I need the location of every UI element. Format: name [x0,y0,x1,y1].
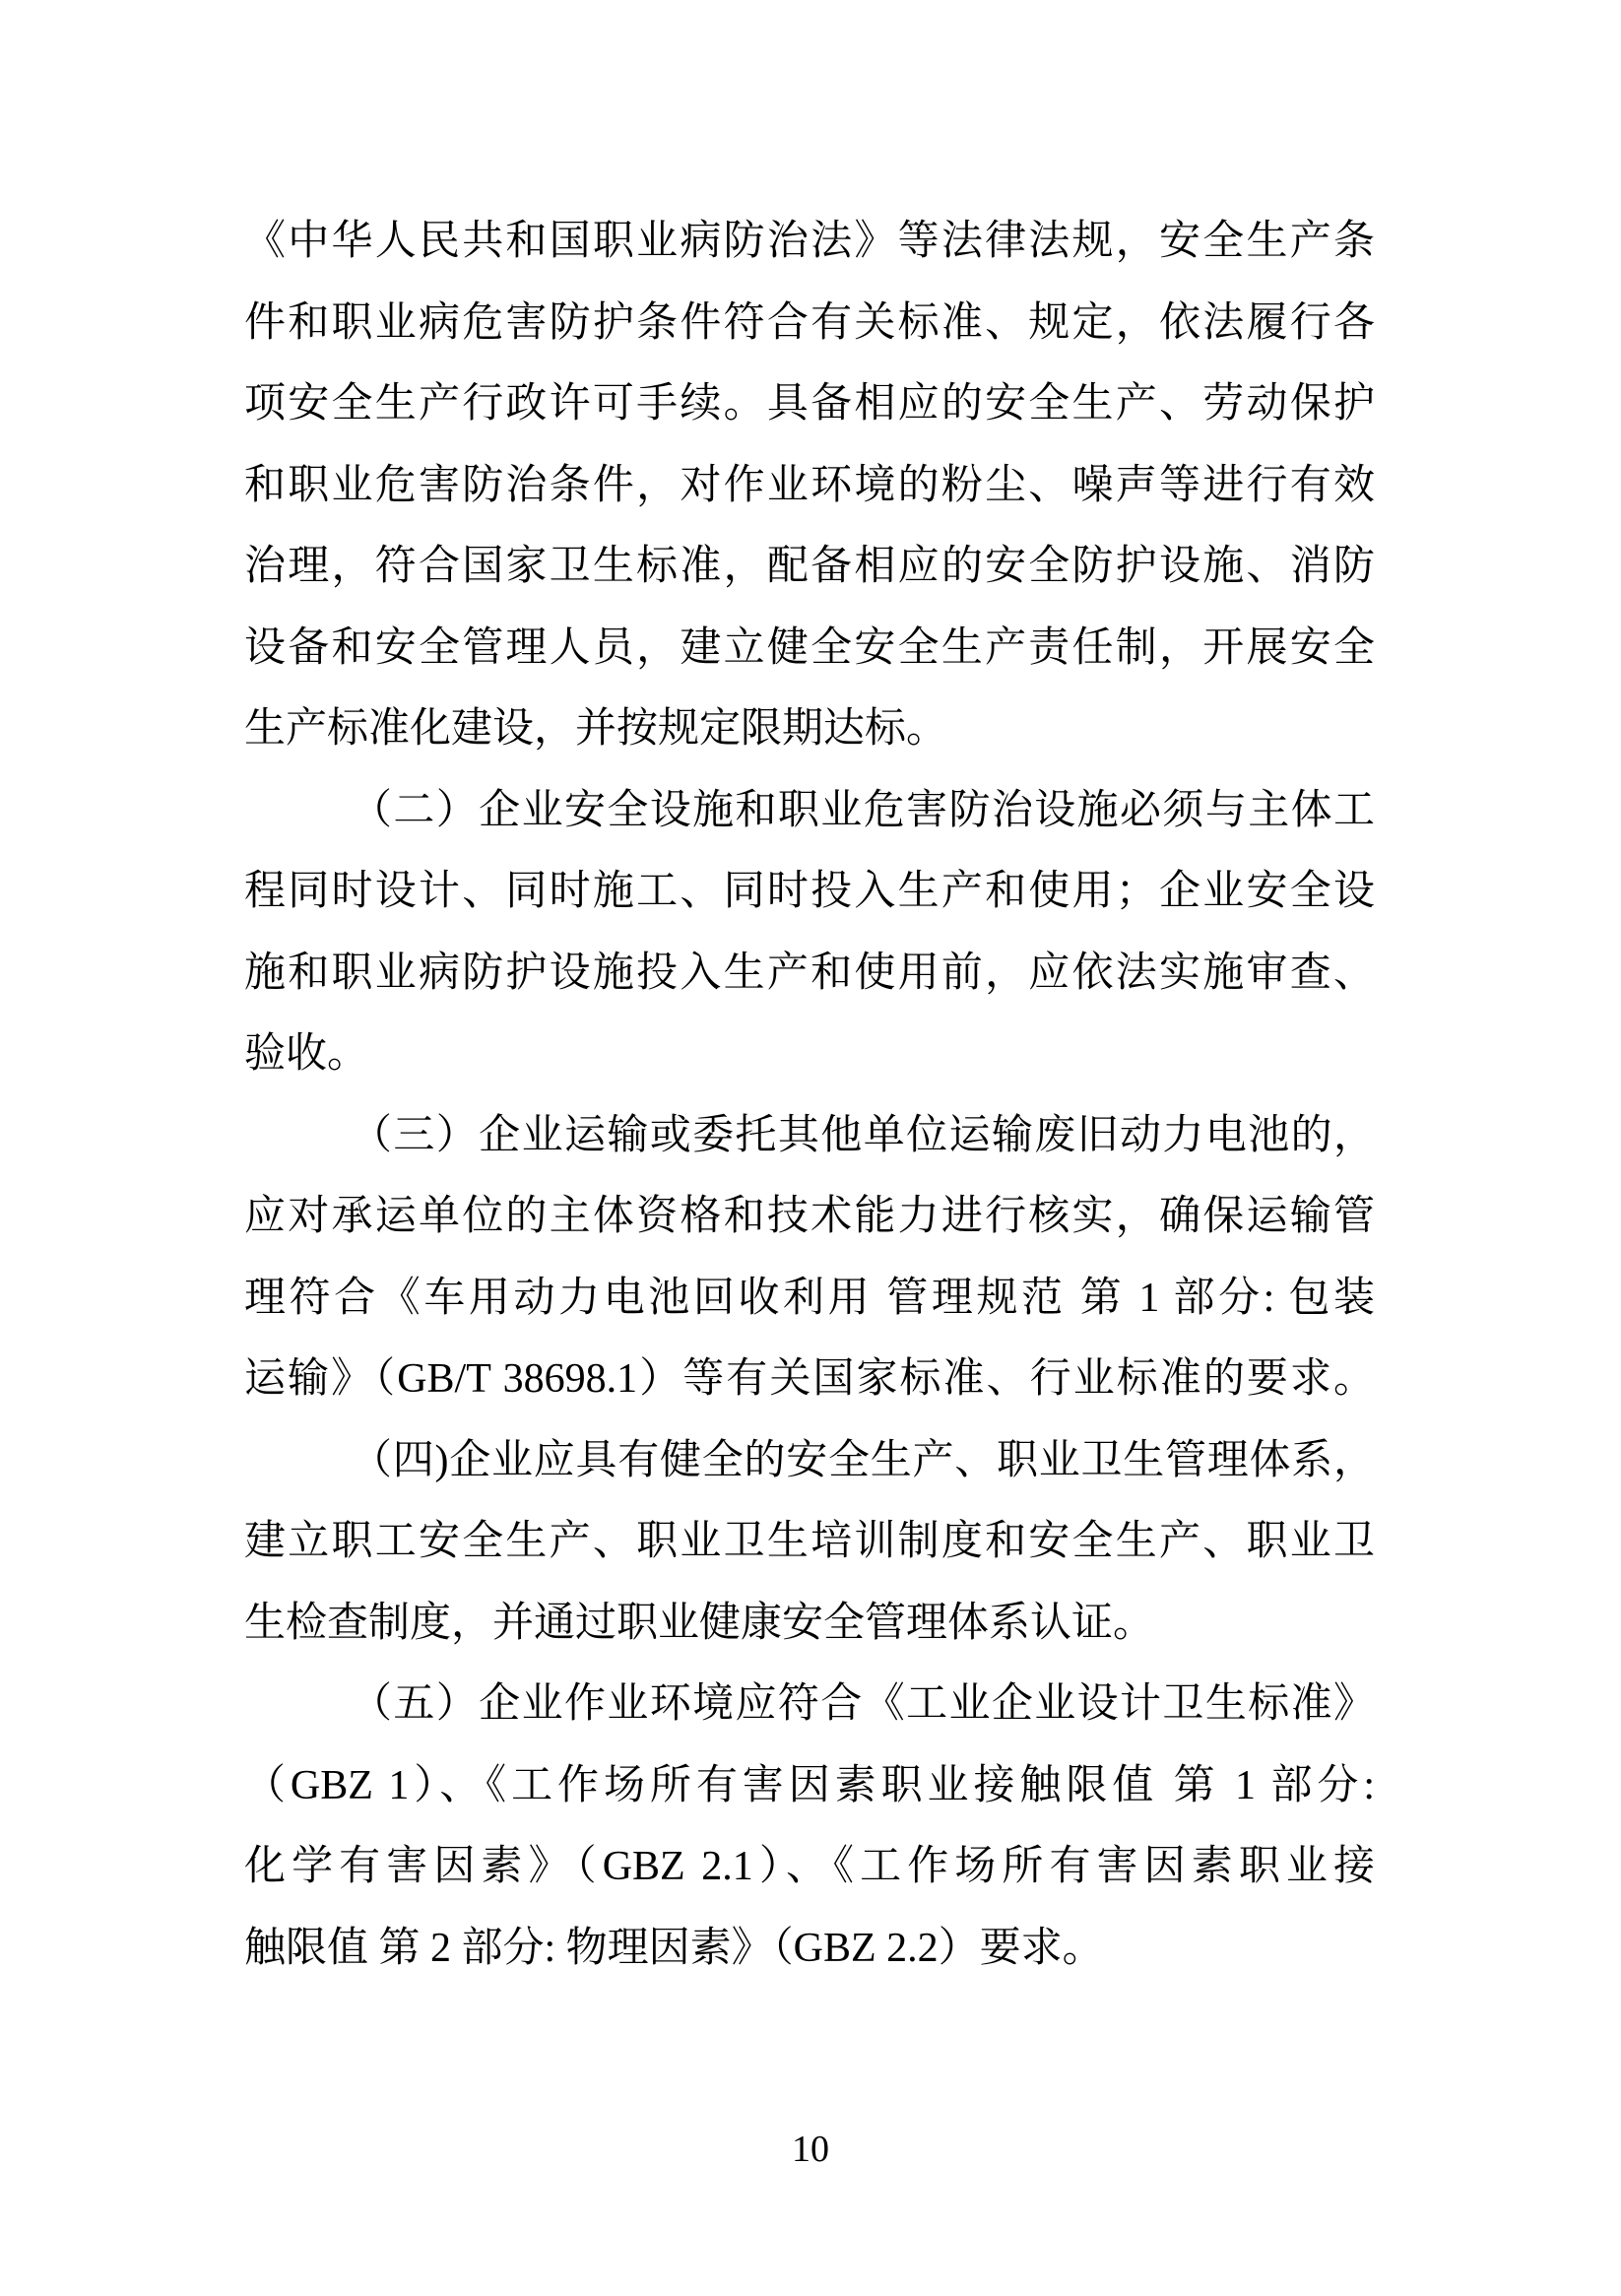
text-line: （五）企业作业环境应符合《工业企业设计卫生标准》 [351,1681,1375,1727]
text-line: 运输》（GB/T 38698.1）等有关国家标准、行业标准的要求。 [244,1356,1375,1402]
page-number: 10 [792,2129,829,2170]
text-line: 生检查制度，并通过职业健康安全管理体系认证。 [244,1600,1155,1646]
document-body [244,201,1375,1989]
text-line: 化学有害因素》（GBZ 2.1）、《工作场所有害因素职业接 [244,1844,1375,1889]
text-line: 《中华人民共和国职业病防治法》等法律法规，安全生产条 [244,219,1375,264]
text-line: 程同时设计、同时施工、同时投入生产和使用；企业安全设 [244,869,1375,914]
text-line: 治理，符合国家卫生标准，配备相应的安全防护设施、消防 [244,544,1375,589]
text-line: 生产标准化建设，并按规定限期达标。 [244,706,948,752]
text-line: 理符合《车用动力电池回收利用 管理规范 第 1 部分: 包装 [244,1275,1375,1321]
text-line: （四)企业应具有健全的安全生产、职业卫生管理体系， [351,1437,1375,1483]
text-line: 设备和安全管理人员，建立健全安全生产责任制，开展安全 [244,624,1375,671]
text-line: 建立职工安全生产、职业卫生培训制度和安全生产、职业卫 [244,1519,1375,1564]
text-line: 件和职业病危害防护条件符合有关标准、规定，依法履行各 [244,299,1375,346]
text-line: 应对承运单位的主体资格和技术能力进行核实，确保运输管 [244,1194,1375,1239]
text-line: （三）企业运输或委托其他单位运输废旧动力电池的， [351,1112,1375,1158]
text-line: 和职业危害防治条件，对作业环境的粉尘、噪声等进行有效 [244,462,1375,508]
text-line: 项安全生产行政许可手续。具备相应的安全生产、劳动保护 [244,381,1375,426]
text-line: （GBZ 1）、《工作场所有害因素职业接触限值 第 1 部分: [244,1762,1375,1808]
text-line: 验收。 [244,1031,369,1077]
text-line: （二）企业安全设施和职业危害防治设施必须与主体工 [351,787,1375,833]
text-line: 施和职业病防护设施投入生产和使用前，应依法实施审查、 [244,950,1375,996]
text-line: 触限值 第 2 部分: 物理因素》（GBZ 2.2）要求。 [244,1925,1104,1971]
